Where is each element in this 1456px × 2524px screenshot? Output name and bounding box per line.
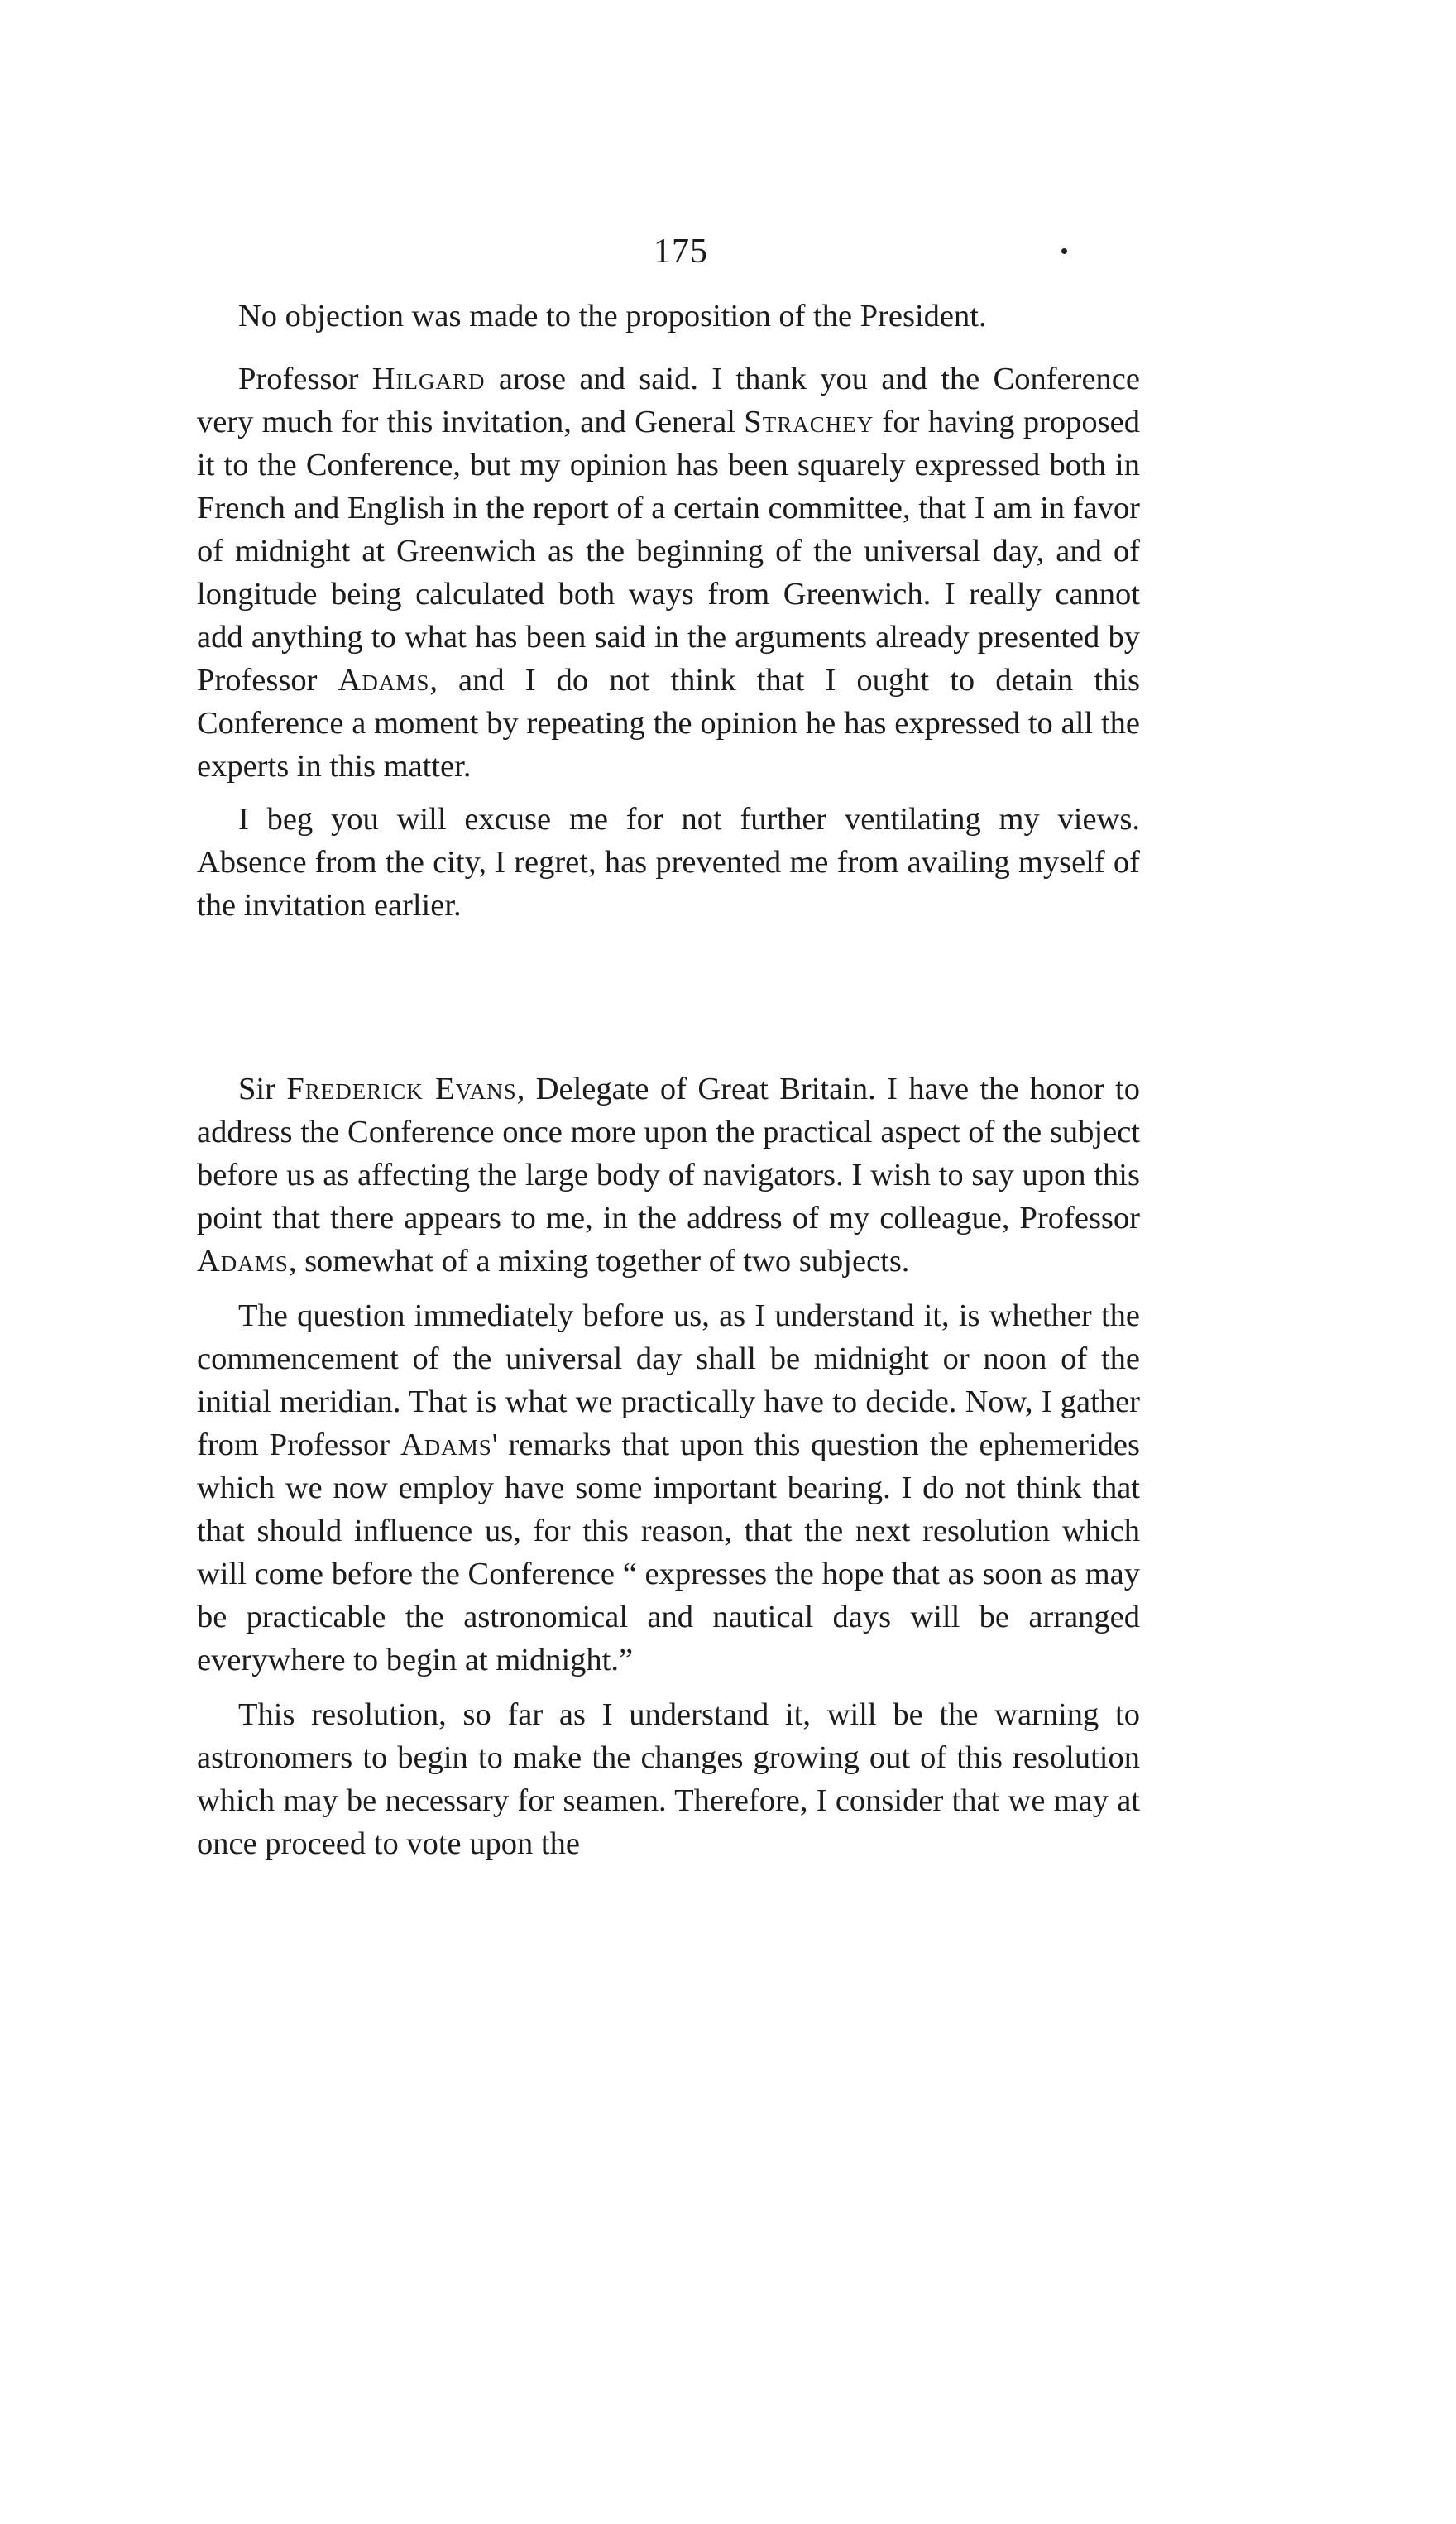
- text-run: arose and said. I thank you and the Conference very much for this invitation, and General: [197, 362, 1140, 439]
- paragraph: [197, 295, 1140, 338]
- person-name: Adams: [338, 663, 430, 698]
- paragraph: [197, 1068, 1140, 1283]
- ink-speck: [1061, 248, 1067, 254]
- text-run: , and I do not think that I ought to detain this Conference a moment by repeating the opinion he has expressed to all the experts in this matter.: [197, 663, 1140, 784]
- person-name: Frederick Evans: [286, 1072, 517, 1106]
- text-run: Sir: [238, 1072, 287, 1106]
- page-number: 175: [654, 233, 708, 271]
- text-run: , Delegate of Great Britain. I have the honor to address the Conference once more upon the practical aspect of the subject before us as affecting the large body of navigators. I wish to say upon this point that there appears to me, in the address of my colleague, Professor: [197, 1072, 1141, 1236]
- person-name: Hilgard: [371, 362, 486, 396]
- text-block-2: [197, 1068, 1140, 1865]
- person-name: Adams: [400, 1428, 492, 1462]
- text-run: , somewhat of a mixing together of two subjects.: [288, 1244, 910, 1279]
- text-run: for having proposed it to the Conference, but my opinion has been squarely expressed both in French and English in the report of a certain committee, that I am in favor of midnight at Greenwich as the beginning of the universal day, and of longitude being calculated both ways from Greenwich. I really cannot add anything to what has been said in the arguments already presented by Professor: [197, 405, 1140, 698]
- text-run: No objection was made to the proposition of the President.: [238, 299, 987, 333]
- person-name: Strachey: [744, 405, 874, 439]
- text-run: I beg you will excuse me for not further ventilating my views. Absence from the city, I regret, has prevented me from availing myself of the invitation earlier.: [197, 802, 1140, 923]
- person-name: Adams: [197, 1244, 289, 1279]
- text-run: This resolution, so far as I understand it, will be the warning to astronomers to begin to make the changes growing out of this resolution which may be necessary for seamen. Therefore, I consider that we may at once proceed to vote upon the: [197, 1697, 1140, 1861]
- paragraph: [197, 357, 1140, 788]
- text-run: The question immediately before us, as I understand it, is whether the commencement of the universal day shall be midnight or noon of the initial meridian. That is what we practically have to decide. Now, I gather from Professor: [197, 1298, 1140, 1462]
- text-run: Professor: [238, 362, 372, 396]
- text-run: ' remarks that upon this question the ephemerides which we now employ have some important bearing. I do not think that that should influence us, for this reason, that the next resolution which will come before the Conference “ expresses the hope that as soon as may be practicable the astronomical and nautical days will be arranged everywhere to begin at midnight.”: [197, 1428, 1140, 1677]
- paragraph: [197, 1294, 1140, 1682]
- paragraph: [197, 798, 1140, 927]
- text-block-1: [197, 295, 1140, 927]
- paragraph: [197, 1693, 1140, 1865]
